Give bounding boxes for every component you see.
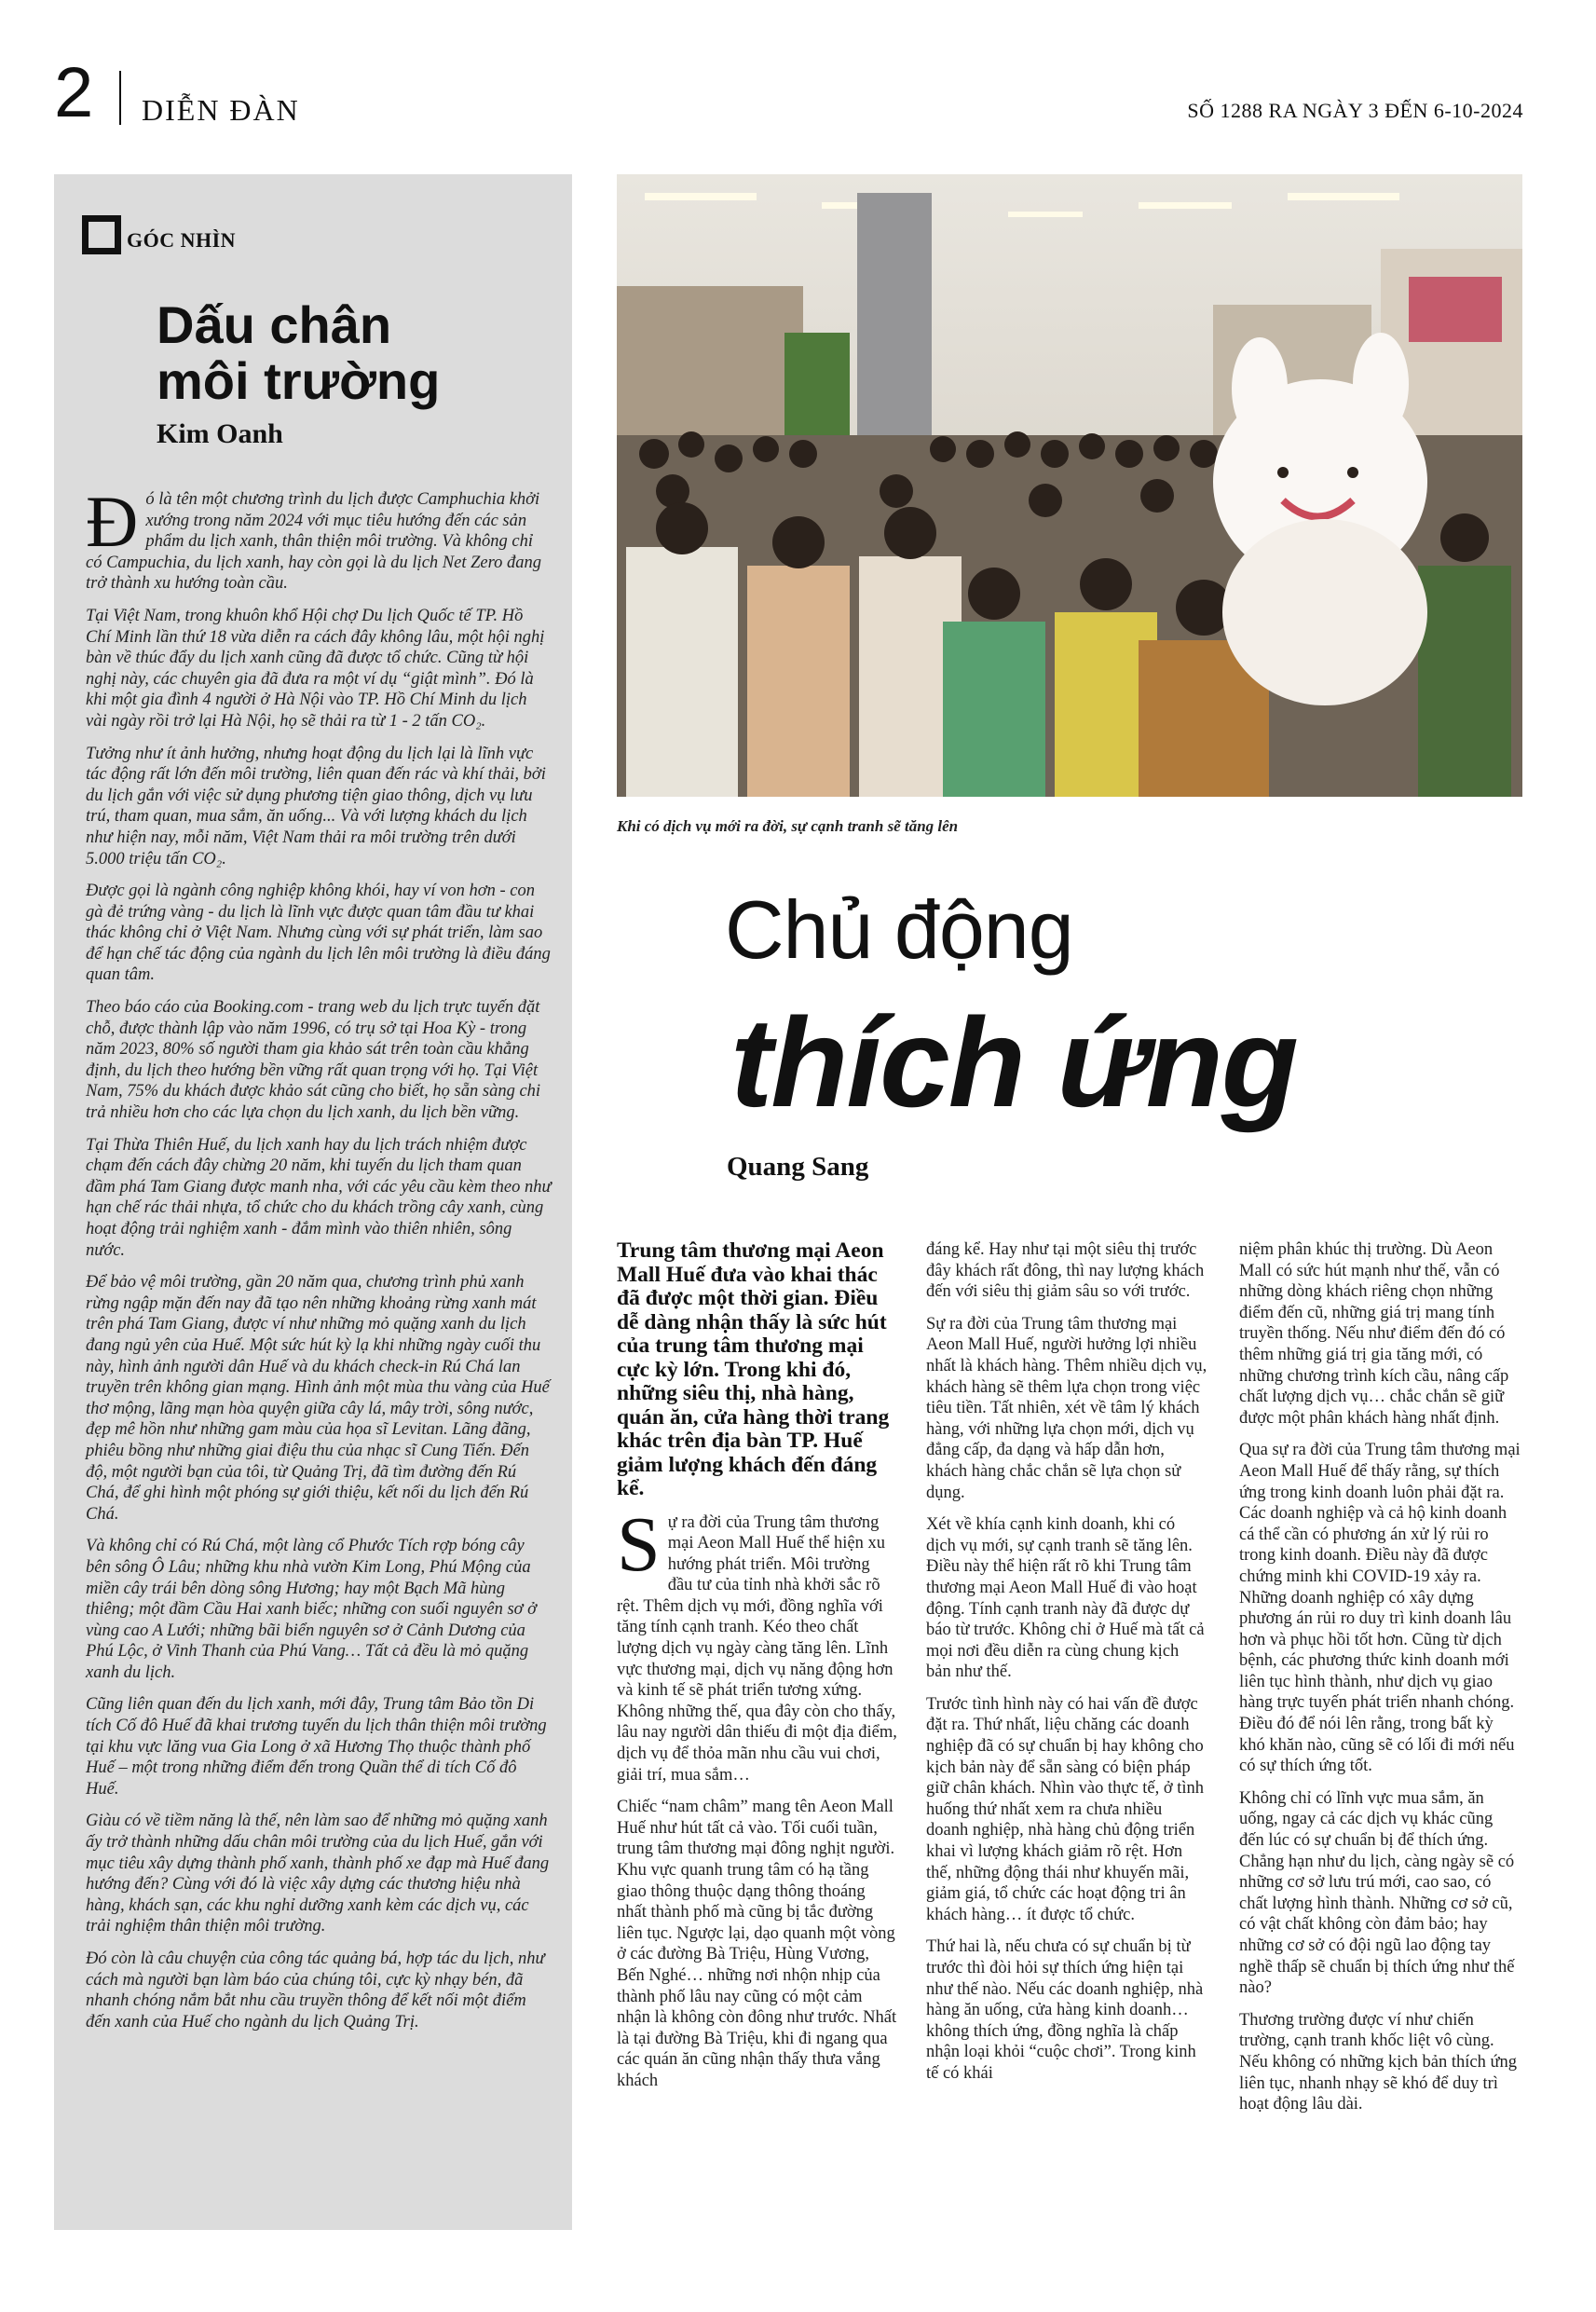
article-paragraph: Thứ hai là, nếu chưa có sự chuẩn bị từ trước thì đòi hỏi sự thích ứng hiện tại như thế nào. Nếu các doanh nghiệp, nhà hàng ăn uống, cửa hàng kinh doanh… không thích ứng, đồng nghĩa là chấp nhận loại khỏi “cuộc chơi”. Trong kinh tế có khái (926, 1937, 1204, 2083)
article-column-3 (1239, 1239, 1521, 2127)
article-lead: Trung tâm thương mại Aeon Mall Huế đưa vào khai thác đã được một thời gian. Điều dễ dàng nhận thấy là sức hút của trung tâm thương mại cực kỳ lớn. Trong khi đó, những siêu thị, nhà hàng, quán ăn, cửa hàng thời trang khác trên địa bàn TP. Huế giảm lượng khách đến đáng kể. (617, 1238, 890, 1500)
sidebar-paragraph: Đó là tên một chương trình du lịch được Camphuchia khởi xướng trong năm 2024 với mục tiêu hướng đến các sản phẩm du lịch xanh, thân thiện môi trường. Và không chỉ có Campuchia, du lịch xanh, hay còn gọi là du lịch Net Zero đang trở thành xu hướng toàn cầu. (86, 481, 541, 594)
sidebar-paragraph: Giàu có về tiềm năng là thế, nên làm sao để những mỏ quặng xanh ấy trở thành những dấu chân môi trường của du lịch Huế, gắn với mục tiêu xây dựng thành phố xanh, thành phố xe đạp mà Huế đang hướng đến? Cùng với đó là việc xây dựng các thương hiệu nhà hàng, khách sạn, các khu nghỉ dưỡng xanh kèm các dịch vụ, các trải nghiệm thân thiện môi trường. (86, 1812, 550, 1936)
sidebar-title (157, 297, 548, 409)
article-paragraph: niệm phân khúc thị trường. Dù Aeon Mall có sức hút mạnh như thế, vẫn có những dòng khách riêng chọn những điểm đến cũ, những giá trị mang tính truyền thống. Nếu như điểm đến đó có thêm những giá trị gia tăng mới, có những chương trình kích cầu, nâng cấp chất lượng dịch vụ… chắc chắn sẽ giữ được một phân khách hàng nhất định. (1239, 1240, 1509, 1428)
article-column-1 (617, 1239, 898, 2103)
article-author: Quang Sang (727, 1152, 869, 1182)
photo-caption: Khi có dịch vụ mới ra đời, sự cạnh tranh sẽ tăng lên (617, 817, 959, 835)
article-paragraph: Chiếc “nam châm” mang tên Aeon Mall Huế như hút tất cả vào. Tối cuối tuần, trung tâm thương mại đông nghịt người. Khu vực quanh trung tâm có hạ tầng giao thông thuộc dạng thông thoáng nhất thành phố mà cũng bị tắc đường liên tục. Ngược lại, dạo quanh một vòng ở các đường Bà Triệu, Hùng Vương, Bến Nghé… những nơi nhộn nhịp của thành phố lâu nay cũng có một cảm nhận là không còn đông như trước. Nhất là tại đường Bà Triệu, khi đi ngang qua các quán ăn cũng nhận thấy thưa vắng khách (617, 1798, 897, 2090)
article-paragraph: Trước tình hình này có hai vấn đề được đặt ra. Thứ nhất, liệu chăng các doanh nghiệp đã có sự chuẩn bị hay không cho kịch bản này để sẵn sàng có biện pháp giữ chân khách. Nhìn vào thực tế, ở tình huống thứ nhất xem ra chưa nhiều doanh nghiệp, nhà hàng chủ động triển khai vì lượng khách giảm rõ rệt. Hơn thế, những động thái như khuyến mãi, giảm giá, tổ chức các hoạt động tri ân khách hàng… ít được tổ chức. (926, 1694, 1205, 1924)
page-number: 2 (54, 53, 94, 132)
article-title-line2: thích ứng (730, 992, 1297, 1133)
sidebar-paragraph: Và không chỉ có Rú Chá, một làng cổ Phước Tích rợp bóng cây bên sông Ô Lâu; những khu nhà vườn Kim Long, Phú Mộng của miền cây trái bên dòng sông Hương; hay một Bạch Mã hùng thiêng; một đầm Cầu Hai xanh biếc; những con suối nguyên sơ ở vùng cao A Lưới; những bãi biển nguyên sơ ở Cảnh Dương của Phú Lộc, ở Vinh Thanh của Phú Vang… Tất cả đều là mỏ quặng xanh du lịch. (86, 1537, 538, 1682)
section-name: DIỄN ĐÀN (142, 93, 300, 127)
sidebar-title-line1: Dấu chân (157, 295, 392, 354)
article-column-2 (926, 1239, 1207, 2096)
header-divider (119, 71, 121, 125)
drop-cap: Đ (86, 481, 139, 562)
drop-cap: S (617, 1500, 661, 1588)
sidebar-paragraph: Tại Thừa Thiên Huế, du lịch xanh hay du lịch trách nhiệm được chạm đến cách đây chừng 20 năm, khi tuyến du lịch tham quan đầm phá Tam Giang được manh nha, với các yêu cầu kèm theo như hạn chế rác thải nhựa, tổ chức cho du khách trồng cây xanh, cùng hoạt động trải nghiệm xanh - đắm mình vào thiên nhiên, sông nước. (86, 1135, 552, 1260)
sidebar-goc-nhin (54, 174, 572, 2230)
sidebar-author: Kim Oanh (157, 418, 283, 449)
article-paragraph: Sự ra đời của Trung tâm thương mại Aeon Mall Huế thể hiện xu hướng phát triển. Môi trường đầu tư của tỉnh nhà khởi sắc rõ rệt. Thêm dịch vụ mới, đồng nghĩa với tăng tính cạnh tranh. Kéo theo chất lượng dịch vụ ngày càng tăng lên. Lĩnh vực thương mại, dịch vụ năng động hơn và kinh tế sẽ phát triển tương xứng. Không những thế, qua đây còn cho thấy, lâu nay người dân thiếu đi một địa điểm, dịch vụ để thỏa mãn nhu cầu vui chơi, giải trí, mua sắm… (617, 1500, 897, 1785)
issue-info: SỐ 1288 RA NGÀY 3 ĐẾN 6-10-2024 (1187, 99, 1523, 122)
sidebar-title-line2: môi trường (157, 351, 441, 410)
article-paragraph: Qua sự ra đời của Trung tâm thương mại Aeon Mall Huế để thấy rằng, sự thích ứng trong kinh doanh luôn phải đặt ra. Các doanh nghiệp và cả hộ kinh doanh cá thể cần có phương án xử lý rủi ro trong kinh doanh. Điều này đã được chứng minh khi COVID-19 xảy ra. Những doanh nghiệp có xây dựng phương án rủi ro duy trì kinh doanh lâu hơn và phục hồi tốt hơn. Cũng từ dịch bệnh, các phương thức kinh doanh mới liên tục hình thành, như dịch vụ giao hàng trực tuyến phát triển nhanh chóng. Điều đó để nói lên rằng, trong bất kỳ khó khăn nào, cũng sẽ có lối đi mới nếu có sự thích ứng tốt. (1239, 1441, 1521, 1776)
article-photo (617, 174, 1522, 797)
article-paragraph: đáng kể. Hay như tại một siêu thị trước đây khách rất đông, thì nay lượng khách đến với siêu thị giảm sâu so với trước. (926, 1240, 1205, 1302)
sidebar-paragraph: Cũng liên quan đến du lịch xanh, mới đây, Trung tâm Bảo tồn Di tích Cố đô Huế đã khai trương tuyến du lịch thân thiện môi trường tại khu vực lăng vua Gia Long ở xã Hương Thọ thuộc thành phố Huế – một trong những điểm đến trong Quần thể di tích Cố đô Huế. (86, 1695, 547, 1799)
article-paragraph: Xét về khía cạnh kinh doanh, khi có dịch vụ mới, sự cạnh tranh sẽ tăng lên. Điều này thể hiện rất rõ khi Trung tâm thương mại Aeon Mall Huế đi vào hoạt động. Tính cạnh tranh này đã được dự báo từ trước. Không chỉ ở Huế mà tất cả mọi nơi đều diễn ra cùng chung kịch bản như thế. (926, 1515, 1205, 1682)
sidebar-paragraph: Tưởng như ít ảnh hưởng, nhưng hoạt động du lịch lại là lĩnh vực tác động rất lớn đến môi trường, liên quan đến rác và khí thải, bởi du lịch gắn với việc sử dụng phương tiện giao thông, dịch vụ lưu trú, tham quan, mua sắm, ăn uống... Và với lượng khách du lịch như hiện nay, mỗi năm, Việt Nam thải ra môi trường trên dưới 5.000 triệu tấn CO₂. (86, 744, 546, 869)
article-paragraph: Sự ra đời của Trung tâm thương mại Aeon Mall Huế, người hưởng lợi nhiều nhất là khách hàng. Thêm nhiều dịch vụ, khách hàng sẽ thêm lựa chọn trong việc tiêu tiền. Tất nhiên, xét về tâm lý khách hàng, với những lựa chọn mới, dịch vụ đẳng cấp, đa dạng và hấp dẫn hơn, khách hàng chắc chắn sẽ lựa chọn sử dụng. (926, 1314, 1207, 1502)
sidebar-paragraph: Để bảo vệ môi trường, gần 20 năm qua, chương trình phủ xanh rừng ngập mặn đến nay đã tạo nên những khoảng rừng xanh mát trên phá Tam Giang, được ví như những mỏ quặng xanh du lịch đang ngủ yên của Huế. Một sức hút kỳ lạ khi những ngày cuối thu này, hình ảnh người dân Huế và du khách check-in Rú Chá lan truyền trên không gian mạng. Hình ảnh một mùa thu vàng của Huế thơ mộng, lãng mạn hòa quyện giữa cây lá, mây trời, sông nước, đẹp mê hồn như những gam màu của họa sĩ Levitan. Lãng đãng, phiêu bồng như những giai điệu thu của nhạc sĩ Cung Tiến. Đến độ, một người bạn của tôi, từ Quảng Trị, đã tìm đường đến Rú Chá, để ghi hình một phóng sự giới thiệu, kết nối du lịch đến Rú Chá. (86, 1273, 550, 1524)
article-paragraph: Thương trường được ví như chiến trường, cạnh tranh khốc liệt vô cùng. Nếu không có những kịch bản thích ứng liên tục, nhanh nhạy sẽ khó để duy trì hoạt động lâu dài. (1239, 2010, 1518, 2114)
sidebar-paragraph: Theo báo cáo của Booking.com - trang web du lịch trực tuyến đặt chỗ, được thành lập vào năm 1996, có trụ sở tại Hoa Kỳ - trong năm 2023, 80% số người tham gia khảo sát trên toàn cầu khẳng định, du lịch theo hướng bền vững rất quan trọng với họ. Tại Việt Nam, 75% du khách được khảo sát cũng cho biết, họ sẵn sàng chi trả nhiều hơn cho các lựa chọn du lịch xanh, du lịch bền vững. (86, 998, 541, 1123)
article-title-line1: Chủ động (725, 883, 1073, 976)
sidebar-paragraph: Được gọi là ngành công nghiệp không khói, hay ví von hơn - con gà đẻ trứng vàng - du lịch là lĩnh vực được quan tâm đầu tư khai thác không chỉ ở Việt Nam. Nhưng cùng với sự phát triển, làm sao để hạn chế tác động của ngành du lịch lên môi trường là điều đáng quan tâm. (86, 882, 551, 985)
sidebar-label: GÓC NHÌN (127, 228, 237, 252)
sidebar-paragraph: Đó còn là câu chuyện của công tác quảng bá, hợp tác du lịch, như cách mà người bạn làm báo của chúng tôi, cực kỳ nhạy bén, đã nhanh chóng nắm bắt nhu cầu truyền thông để kết nối một điểm đến xanh của Huế cho ngành du lịch Quảng Trị. (86, 1949, 545, 2032)
square-bracket-icon (82, 215, 121, 254)
sidebar-body (86, 481, 552, 2044)
sidebar-paragraph: Tại Việt Nam, trong khuôn khổ Hội chợ Du lịch Quốc tế TP. Hồ Chí Minh lần thứ 18 vừa diễn ra cách đây không lâu, một hội nghị bàn về thúc đẩy du lịch xanh cũng đã được tổ chức. Cũng từ hội nghị này, các chuyên gia đã đưa ra một ví dụ “giật mình”. Đó là khi một gia đình 4 người ở Hà Nội vào TP. Hồ Chí Minh du lịch vài ngày rồi trở lại Hà Nội, họ sẽ thải ra từ 1 - 2 tấn CO₂. (86, 606, 545, 731)
article-paragraph: Không chỉ có lĩnh vực mua sắm, ăn uống, ngay cả các dịch vụ khác cũng đến lúc có sự chuẩn bị để thích ứng. Chẳng hạn như du lịch, càng ngày sẽ có những cơ sở lưu trú mới, cao sao, có chất lượng hình thành. Những cơ sở cũ, có vật chất không còn đảm bảo; hay những cơ sở có đội ngũ lao động tay nghề thấp sẽ chuẩn bị thích ứng như thế nào? (1239, 1788, 1515, 1998)
